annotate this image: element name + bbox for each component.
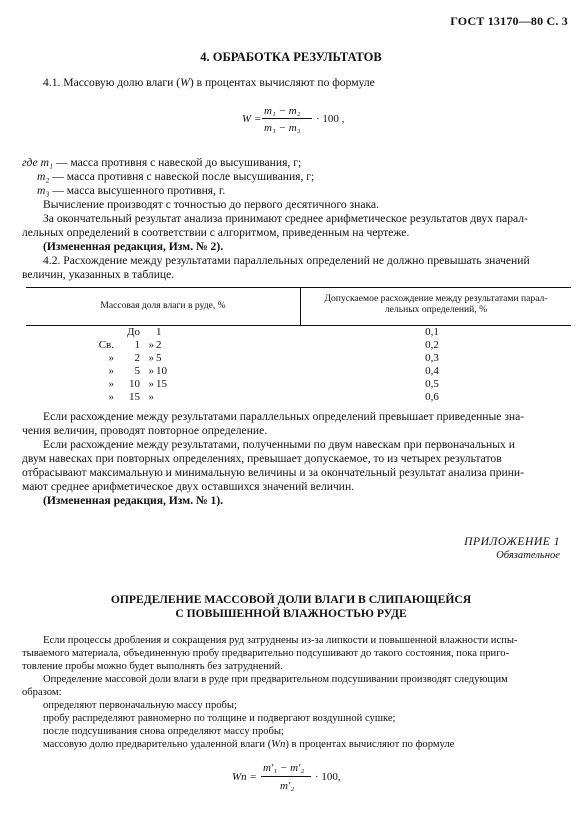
table-cell-tolerance: 0,6: [425, 391, 439, 403]
table-cell-range: 2: [134, 352, 140, 364]
paragraph-4-2-line-2: величин, указанных в таблице.: [22, 268, 175, 281]
appendix-line-9: массовую долю предварительно удаленной влаги (Wп) в процентах вычисляют по формуле: [43, 739, 455, 750]
after-table-line-6: мают среднее арифметическое двух оставшихся значений величин.: [22, 480, 355, 493]
table-cell-range: 15: [156, 378, 167, 390]
appendix-line-6: определяют первоначальную массу пробы;: [43, 700, 237, 711]
table-cell-range: »: [148, 352, 154, 364]
appendix-line-5: образом:: [22, 687, 62, 698]
paragraph-4-1: 4.1. Массовую долю влаги (W) в процентах вычисляют по формуле: [43, 76, 375, 89]
appendix-title-line-1: ОПРЕДЕЛЕНИЕ МАССОВОЙ ДОЛИ ВЛАГИ В СЛИПАЮЩЕЙСЯ: [110, 593, 472, 606]
table-cell-range: 10: [156, 365, 167, 377]
after-table-line-2: чения величин, проводят повторное определение.: [22, 424, 268, 437]
appendix-label: ПРИЛОЖЕНИЕ 1: [464, 535, 560, 548]
table-cell-range: »: [108, 378, 114, 390]
table-cell-tolerance: 0,5: [425, 378, 439, 390]
after-table-line-4: двум навесках при повторных определениях, превышает допускаемое, то из четырех результатов: [22, 452, 502, 465]
appendix-line-2: тываемого материала, объединенную пробу предварительно подсушивают до такого состояния, пока приго-: [22, 648, 510, 659]
amendment-1: (Измененная редакция, Изм. № 1).: [43, 494, 224, 507]
paragraph-4-2-line-1: 4.2. Расхождение между результатами параллельных определений не должно превышать значений: [43, 254, 530, 267]
table-cell-range: 1: [134, 339, 140, 351]
table-header-tolerance: Допускаемое расхождение между результатами парал- лельных определений, %: [324, 293, 548, 315]
after-table-line-1: Если расхождение между результатами параллельных определений превышает приведенные зна-: [43, 410, 525, 423]
section-heading: 4. ОБРАБОТКА РЕЗУЛЬТАТОВ: [200, 50, 382, 64]
appendix-status: Обязательное: [496, 550, 560, 561]
formula-2-numerator: m′₁ − m′₂: [263, 762, 305, 774]
table-cell-tolerance: 0,2: [425, 339, 439, 351]
formula-2-lhs: Wп =: [232, 771, 257, 783]
table-cell-range: 5: [134, 365, 140, 377]
table-cell-range: »: [148, 365, 154, 377]
table-cell-range: До: [126, 326, 140, 338]
table-cell-range: »: [108, 352, 114, 364]
appendix-title-line-2: С ПОВЫШЕННОЙ ВЛАЖНОСТЬЮ РУДЕ: [175, 607, 407, 620]
table-cell-tolerance: 0,3: [425, 352, 439, 364]
table-cell-range: »: [148, 339, 154, 351]
appendix-line-7: пробу распределяют равномерно по толщине и подвергают воздушной сушке;: [43, 713, 396, 724]
table-cell-range: »: [148, 378, 154, 390]
amendment-2: (Измененная редакция, Изм. № 2).: [43, 240, 224, 253]
formula-1-tail: · 100 ,: [316, 113, 345, 125]
var-w: W: [180, 76, 190, 89]
var-wp: Wп: [271, 739, 286, 750]
formula-2-tail: · 100,: [315, 771, 341, 783]
table-cell-range: 15: [129, 391, 140, 403]
formula-1-numerator: m₁ − m₂: [264, 105, 301, 117]
table-cell-tolerance: 0,1: [425, 326, 439, 338]
final-line-1: За окончательный результат анализа принимают среднее арифметическое результатов двух парал-: [43, 212, 528, 225]
formula-2-denominator: m′₂: [280, 780, 295, 792]
calc-line: Вычисление производят с точностью до первого десятичного знака.: [43, 198, 379, 211]
where-item-3: m₃ — масса высушенного противня, г.: [37, 184, 226, 197]
after-table-line-5: отбрасывают максимальную и минимальную величины и за окончательный результат анализа прини-: [22, 466, 524, 479]
page-header: ГОСТ 13170—80 С. 3: [450, 14, 568, 28]
where-item-1: где m₁ — масса противня с навеской до высушивания, г;: [22, 156, 302, 169]
table-header-moisture: Массовая доля влаги в руде, %: [100, 300, 226, 311]
where-item-2: m₂ — масса противня с навеской после высушивания, г;: [37, 170, 315, 183]
table-cell-range: »: [108, 365, 114, 377]
final-line-2: лельных определений в соответствии с алгоритмом, приведенным на чертеже.: [22, 226, 410, 239]
table-cell-range: 10: [129, 378, 140, 390]
after-table-line-3: Если расхождение между результатами, полученными по двум навескам при первоначальных и: [43, 438, 515, 451]
table-cell-range: »: [148, 391, 154, 403]
appendix-line-4: Определение массовой доли влаги в руде при предварительном подсушивании производят следующим: [43, 674, 508, 685]
formula-1-denominator: m₁ − m₃: [264, 122, 301, 134]
table-cell-range: »: [108, 391, 114, 403]
table-cell-range: 1: [156, 326, 162, 338]
appendix-line-1: Если процессы дробления и сокращения руд затруднены из-за липкости и повышенной влажности испы-: [43, 635, 518, 646]
formula-1-lhs: W =: [242, 113, 262, 125]
table-cell-tolerance: 0,4: [425, 365, 439, 377]
table-cell-range: Св.: [98, 339, 114, 351]
table-cell-range: 2: [156, 339, 162, 351]
appendix-line-3: товление пробы можно будет выполнять без затруднений.: [22, 661, 283, 672]
table-cell-range: 5: [156, 352, 162, 364]
appendix-line-8: после подсушивания снова определяют массу пробы;: [43, 726, 284, 737]
